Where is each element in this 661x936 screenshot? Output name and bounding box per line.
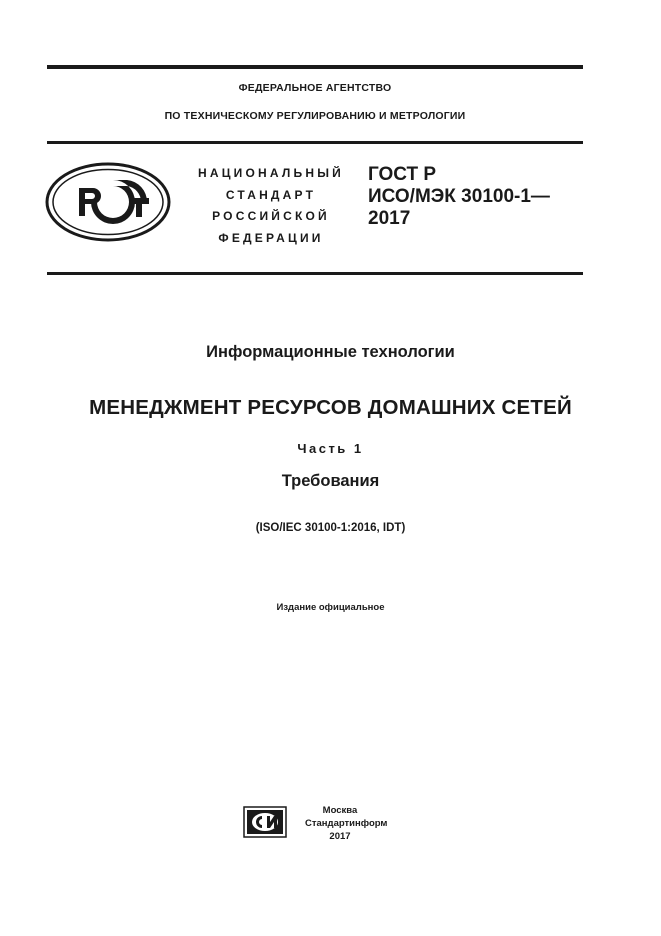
designation-line: ГОСТ Р (368, 164, 437, 185)
document-part: Часть 1 (297, 441, 364, 456)
standard-designation (368, 164, 550, 230)
national-standard-line: ФЕДЕРАЦИИ (218, 230, 324, 245)
agency-name-line-2: ПО ТЕХНИЧЕСКОМУ РЕГУЛИРОВАНИЮ И МЕТРОЛОГИИ (164, 110, 466, 122)
standartinform-logo-icon (243, 806, 287, 838)
publisher-block (305, 804, 388, 843)
document-title: МЕНЕДЖМЕНТ РЕСУРСОВ ДОМАШНИХ СЕТЕЙ (89, 396, 572, 419)
publisher-name: Стандартинформ (305, 818, 388, 829)
agency-name-line-1: ФЕДЕРАЛЬНОЕ АГЕНТСТВО (238, 82, 392, 94)
part-title: Требования (281, 472, 380, 490)
top-rule (47, 65, 583, 69)
national-standard-label (183, 163, 359, 249)
publication-year: 2017 (329, 831, 351, 842)
national-standard-line: СТАНДАРТ (225, 187, 317, 202)
edition-note: Издание официальное (276, 602, 385, 613)
designation-line: 2017 (368, 208, 411, 229)
designation-line: ИСО/МЭК 30100-1— (368, 186, 550, 207)
header-divider (47, 141, 583, 144)
iso-reference: (ISO/IEC 30100-1:2016, IDT) (255, 522, 406, 534)
national-standard-line: РОССИЙСКОЙ (212, 209, 330, 223)
header-bottom-rule (47, 272, 583, 275)
rst-certification-emblem-icon (45, 162, 171, 242)
national-standard-line: НАЦИОНАЛЬНЫЙ (197, 166, 345, 180)
publisher-city: Москва (322, 805, 358, 816)
document-subject: Информационные технологии (206, 343, 455, 361)
